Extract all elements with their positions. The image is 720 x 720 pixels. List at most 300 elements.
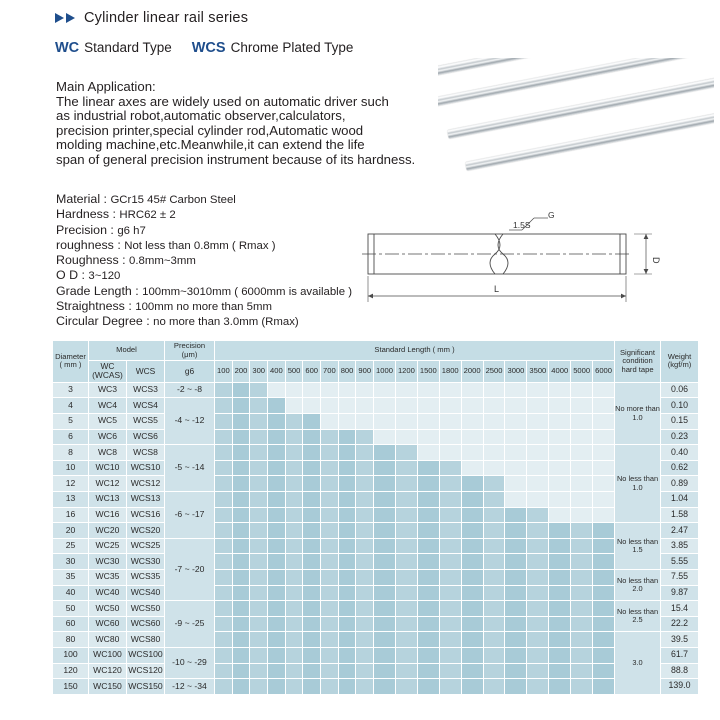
cell-length-1800 xyxy=(439,429,461,445)
page-header xyxy=(55,10,353,56)
type-legend-row xyxy=(55,40,353,56)
col-header-length-2000: 2000 xyxy=(461,361,483,383)
table-row xyxy=(53,476,699,492)
cell-weight: 3.85 xyxy=(661,538,699,554)
col-header-length-400: 400 xyxy=(268,361,286,383)
spec-separator: : xyxy=(146,314,150,329)
cell-length-900 xyxy=(356,632,374,648)
cell-model-wc: WC12 xyxy=(89,476,127,492)
cell-length-1500 xyxy=(417,429,439,445)
cell-length-700 xyxy=(321,507,339,523)
cell-length-2500 xyxy=(483,414,505,430)
cell-length-2000 xyxy=(461,507,483,523)
cell-length-100 xyxy=(215,632,233,648)
cell-length-500 xyxy=(285,523,303,539)
cell-length-200 xyxy=(232,679,250,695)
cell-length-2000 xyxy=(461,679,483,695)
cell-model-wc: WC20 xyxy=(89,523,127,539)
cell-length-800 xyxy=(338,585,356,601)
cell-length-1200 xyxy=(395,429,417,445)
spec-material xyxy=(56,192,352,207)
cell-length-1500 xyxy=(417,663,439,679)
cell-length-1500 xyxy=(417,554,439,570)
table-row xyxy=(53,616,699,632)
cell-length-200 xyxy=(232,616,250,632)
cell-length-500 xyxy=(285,398,303,414)
cell-length-600 xyxy=(303,382,321,398)
cell-length-500 xyxy=(285,554,303,570)
cell-length-300 xyxy=(250,616,268,632)
spec-value: 100mm no more than 5mm xyxy=(135,301,272,314)
cell-precision: -9 ~ -25 xyxy=(165,601,215,648)
cell-model-wc: WC60 xyxy=(89,616,127,632)
cell-length-5000 xyxy=(571,616,593,632)
cell-length-800 xyxy=(338,632,356,648)
cell-length-500 xyxy=(285,507,303,523)
cell-length-1000 xyxy=(374,523,396,539)
cell-weight: 0.15 xyxy=(661,414,699,430)
col-header-diameter-text: Diameter xyxy=(55,351,86,361)
cell-length-600 xyxy=(303,445,321,461)
cell-length-1800 xyxy=(439,523,461,539)
cell-length-2000 xyxy=(461,523,483,539)
cell-length-600 xyxy=(303,507,321,523)
cell-length-900 xyxy=(356,663,374,679)
table-row xyxy=(53,569,699,585)
cell-length-800 xyxy=(338,554,356,570)
cell-length-3000 xyxy=(505,414,527,430)
cell-length-5000 xyxy=(571,445,593,461)
cell-diameter: 25 xyxy=(53,538,89,554)
cell-diameter: 3 xyxy=(53,382,89,398)
cell-model-wcs: WCS10 xyxy=(127,460,165,476)
cell-length-5000 xyxy=(571,398,593,414)
main-application-line: The linear axes are widely used on automatic driver such xyxy=(56,93,389,109)
cell-length-3500 xyxy=(527,585,549,601)
col-header-model-wc-text: WC xyxy=(100,361,115,371)
cell-length-1500 xyxy=(417,616,439,632)
cell-length-2500 xyxy=(483,491,505,507)
cell-length-600 xyxy=(303,414,321,430)
cell-length-700 xyxy=(321,445,339,461)
cell-length-4000 xyxy=(549,616,571,632)
cell-precision: -7 ~ -20 xyxy=(165,538,215,600)
cell-length-900 xyxy=(356,616,374,632)
spec-roughness-upper xyxy=(56,253,352,268)
cell-diameter: 60 xyxy=(53,616,89,632)
cell-length-400 xyxy=(268,460,286,476)
cell-length-6000 xyxy=(593,460,615,476)
cell-length-900 xyxy=(356,679,374,695)
cell-length-1200 xyxy=(395,398,417,414)
cell-length-700 xyxy=(321,616,339,632)
cell-diameter: 8 xyxy=(53,445,89,461)
col-header-length-500: 500 xyxy=(285,361,303,383)
cell-length-800 xyxy=(338,382,356,398)
cell-length-1800 xyxy=(439,491,461,507)
cell-length-2000 xyxy=(461,429,483,445)
cell-diameter: 30 xyxy=(53,554,89,570)
spec-outer-diameter xyxy=(56,268,352,283)
cell-length-3500 xyxy=(527,679,549,695)
cell-length-2500 xyxy=(483,679,505,695)
col-header-model: Model xyxy=(89,341,165,361)
cell-length-4000 xyxy=(549,554,571,570)
cell-model-wc: WC6 xyxy=(89,429,127,445)
cell-length-3000 xyxy=(505,507,527,523)
cell-length-1200 xyxy=(395,523,417,539)
double-triangle-icon xyxy=(55,13,75,23)
cell-length-2500 xyxy=(483,507,505,523)
cell-length-400 xyxy=(268,538,286,554)
col-header-length-1000: 1000 xyxy=(374,361,396,383)
cell-length-5000 xyxy=(571,569,593,585)
specification-table xyxy=(52,340,699,695)
table-row xyxy=(53,647,699,663)
cell-length-1200 xyxy=(395,445,417,461)
cell-length-1800 xyxy=(439,663,461,679)
cell-length-800 xyxy=(338,679,356,695)
cell-length-1000 xyxy=(374,476,396,492)
cell-model-wcs: WCS5 xyxy=(127,414,165,430)
cell-length-3000 xyxy=(505,476,527,492)
cell-length-300 xyxy=(250,663,268,679)
cell-length-1500 xyxy=(417,445,439,461)
cell-length-1000 xyxy=(374,632,396,648)
cell-length-800 xyxy=(338,414,356,430)
cell-length-200 xyxy=(232,554,250,570)
cell-length-900 xyxy=(356,460,374,476)
cell-diameter: 16 xyxy=(53,507,89,523)
cell-length-5000 xyxy=(571,523,593,539)
cell-length-1800 xyxy=(439,476,461,492)
spec-label: O D xyxy=(56,268,79,283)
cell-length-2500 xyxy=(483,523,505,539)
cell-length-300 xyxy=(250,601,268,617)
cell-length-600 xyxy=(303,523,321,539)
cell-length-900 xyxy=(356,647,374,663)
cell-length-1800 xyxy=(439,679,461,695)
cell-length-200 xyxy=(232,538,250,554)
cell-length-2000 xyxy=(461,585,483,601)
cell-length-800 xyxy=(338,523,356,539)
cell-length-300 xyxy=(250,585,268,601)
cell-length-200 xyxy=(232,569,250,585)
cell-length-1200 xyxy=(395,569,417,585)
cell-length-500 xyxy=(285,663,303,679)
cell-length-2000 xyxy=(461,414,483,430)
cell-length-700 xyxy=(321,632,339,648)
cell-length-2000 xyxy=(461,601,483,617)
cell-significant-condition: No less than 1.0 xyxy=(615,445,661,523)
cell-length-6000 xyxy=(593,569,615,585)
cell-length-100 xyxy=(215,585,233,601)
cell-length-3500 xyxy=(527,429,549,445)
cell-length-4000 xyxy=(549,445,571,461)
cell-length-300 xyxy=(250,382,268,398)
cell-length-5000 xyxy=(571,538,593,554)
main-application-block xyxy=(56,80,476,168)
cell-length-1800 xyxy=(439,445,461,461)
cell-length-500 xyxy=(285,491,303,507)
col-header-standard-length: Standard Length ( mm ) xyxy=(215,341,615,361)
cell-length-2000 xyxy=(461,569,483,585)
cell-length-200 xyxy=(232,476,250,492)
cell-length-2500 xyxy=(483,445,505,461)
cell-length-1000 xyxy=(374,585,396,601)
cell-length-600 xyxy=(303,398,321,414)
cell-length-2000 xyxy=(461,616,483,632)
cell-length-600 xyxy=(303,476,321,492)
cell-length-1500 xyxy=(417,523,439,539)
cell-length-1500 xyxy=(417,569,439,585)
cell-diameter: 50 xyxy=(53,601,89,617)
cell-length-100 xyxy=(215,445,233,461)
table-row xyxy=(53,445,699,461)
col-header-length-300: 300 xyxy=(250,361,268,383)
col-header-length-1800: 1800 xyxy=(439,361,461,383)
cell-length-300 xyxy=(250,460,268,476)
cell-length-500 xyxy=(285,679,303,695)
cell-length-1000 xyxy=(374,414,396,430)
cell-length-400 xyxy=(268,663,286,679)
cell-length-1500 xyxy=(417,601,439,617)
cell-length-6000 xyxy=(593,601,615,617)
col-header-length-1200: 1200 xyxy=(395,361,417,383)
table-header xyxy=(53,341,699,383)
cell-length-2500 xyxy=(483,632,505,648)
cell-length-400 xyxy=(268,491,286,507)
cell-length-1800 xyxy=(439,398,461,414)
table-row xyxy=(53,632,699,648)
cell-weight: 0.06 xyxy=(661,382,699,398)
cell-length-100 xyxy=(215,523,233,539)
cell-length-100 xyxy=(215,429,233,445)
cell-length-1200 xyxy=(395,647,417,663)
cell-length-2000 xyxy=(461,445,483,461)
cell-weight: 15.4 xyxy=(661,601,699,617)
cell-length-3000 xyxy=(505,538,527,554)
cell-length-6000 xyxy=(593,445,615,461)
cell-diameter: 6 xyxy=(53,429,89,445)
cell-length-1800 xyxy=(439,414,461,430)
cell-length-400 xyxy=(268,569,286,585)
spec-value: Not less than 0.8mm ( Rmax ) xyxy=(124,239,276,252)
cell-length-400 xyxy=(268,554,286,570)
table-row xyxy=(53,601,699,617)
specification-list xyxy=(56,192,352,330)
cell-length-800 xyxy=(338,538,356,554)
cell-length-3500 xyxy=(527,569,549,585)
cell-length-4000 xyxy=(549,429,571,445)
cell-weight: 0.40 xyxy=(661,445,699,461)
cell-length-1200 xyxy=(395,679,417,695)
cell-length-1000 xyxy=(374,679,396,695)
cell-length-500 xyxy=(285,538,303,554)
cell-length-5000 xyxy=(571,507,593,523)
cell-model-wc: WC8 xyxy=(89,445,127,461)
main-application-line: precision printer,special cylinder rod,Automatic wood xyxy=(56,122,364,138)
cell-length-500 xyxy=(285,616,303,632)
cell-length-900 xyxy=(356,429,374,445)
cell-length-1000 xyxy=(374,382,396,398)
cell-length-4000 xyxy=(549,663,571,679)
cell-length-3000 xyxy=(505,663,527,679)
cell-length-400 xyxy=(268,398,286,414)
cell-length-400 xyxy=(268,429,286,445)
cell-length-300 xyxy=(250,491,268,507)
cell-length-700 xyxy=(321,414,339,430)
cell-length-200 xyxy=(232,585,250,601)
col-header-model-wcas-text: (WCAS) xyxy=(92,370,123,381)
cell-length-3500 xyxy=(527,460,549,476)
cell-length-3000 xyxy=(505,601,527,617)
cell-length-400 xyxy=(268,382,286,398)
cell-diameter: 40 xyxy=(53,585,89,601)
cell-length-3000 xyxy=(505,445,527,461)
cell-length-3000 xyxy=(505,429,527,445)
spec-grade-length xyxy=(56,284,352,299)
drawing-surface-finish-label: 1.5S xyxy=(513,220,531,230)
table-row xyxy=(53,554,699,570)
table-row xyxy=(53,679,699,695)
cell-length-200 xyxy=(232,632,250,648)
cell-weight: 0.10 xyxy=(661,398,699,414)
table-row xyxy=(53,414,699,430)
cell-length-1500 xyxy=(417,491,439,507)
main-application-line: molding machine,etc.Meanwhile,it can extend the life xyxy=(56,137,365,153)
cell-length-4000 xyxy=(549,414,571,430)
cell-length-900 xyxy=(356,523,374,539)
cell-diameter: 80 xyxy=(53,632,89,648)
col-header-length-2500: 2500 xyxy=(483,361,505,383)
cell-length-3500 xyxy=(527,445,549,461)
cell-length-800 xyxy=(338,460,356,476)
cell-length-700 xyxy=(321,429,339,445)
cell-length-1500 xyxy=(417,507,439,523)
cell-length-2500 xyxy=(483,460,505,476)
cell-diameter: 4 xyxy=(53,398,89,414)
cell-length-100 xyxy=(215,616,233,632)
cell-model-wc: WC4 xyxy=(89,398,127,414)
cell-length-3500 xyxy=(527,663,549,679)
cell-length-5000 xyxy=(571,554,593,570)
spec-precision xyxy=(56,223,352,238)
cell-length-100 xyxy=(215,382,233,398)
cell-length-200 xyxy=(232,523,250,539)
cell-diameter: 150 xyxy=(53,679,89,695)
table-row xyxy=(53,538,699,554)
spec-hardness xyxy=(56,207,352,222)
col-header-diameter-unit: ( mm ) xyxy=(59,360,82,370)
cell-weight: 2.47 xyxy=(661,523,699,539)
cell-length-6000 xyxy=(593,679,615,695)
cell-length-5000 xyxy=(571,663,593,679)
table-row xyxy=(53,585,699,601)
cell-length-200 xyxy=(232,414,250,430)
cell-length-5000 xyxy=(571,429,593,445)
cell-model-wcs: WCS30 xyxy=(127,554,165,570)
cell-length-600 xyxy=(303,632,321,648)
cell-length-3000 xyxy=(505,491,527,507)
cell-model-wcs: WCS16 xyxy=(127,507,165,523)
cell-length-4000 xyxy=(549,647,571,663)
cell-length-400 xyxy=(268,601,286,617)
cell-length-100 xyxy=(215,476,233,492)
cell-length-2500 xyxy=(483,554,505,570)
cell-diameter: 13 xyxy=(53,491,89,507)
spec-circular-degree xyxy=(56,314,352,329)
cell-length-900 xyxy=(356,601,374,617)
cell-model-wc: WC25 xyxy=(89,538,127,554)
cell-length-3000 xyxy=(505,647,527,663)
cell-length-3000 xyxy=(505,398,527,414)
cell-length-6000 xyxy=(593,632,615,648)
cell-length-1800 xyxy=(439,382,461,398)
main-application-line: span of general precision instrument because of its hardness. xyxy=(56,151,416,167)
type-label-wcs: Chrome Plated Type xyxy=(230,40,354,55)
cell-length-2500 xyxy=(483,382,505,398)
cell-length-3500 xyxy=(527,398,549,414)
main-application-line: as industrial robot,automatic observer,calculators, xyxy=(56,108,346,124)
cell-length-300 xyxy=(250,569,268,585)
cell-length-6000 xyxy=(593,414,615,430)
cell-length-3000 xyxy=(505,679,527,695)
cell-length-5000 xyxy=(571,601,593,617)
spec-separator: : xyxy=(81,268,85,283)
cell-length-2000 xyxy=(461,491,483,507)
cell-length-600 xyxy=(303,616,321,632)
table-row xyxy=(53,398,699,414)
cell-precision: -2 ~ -8 xyxy=(165,382,215,398)
cell-length-5000 xyxy=(571,460,593,476)
cell-length-1200 xyxy=(395,476,417,492)
type-code-wc: WC xyxy=(55,40,80,56)
cell-length-3500 xyxy=(527,476,549,492)
cell-model-wcs: WCS4 xyxy=(127,398,165,414)
table-row xyxy=(53,663,699,679)
cell-length-4000 xyxy=(549,569,571,585)
cell-length-1800 xyxy=(439,507,461,523)
cell-length-400 xyxy=(268,445,286,461)
cell-precision: -5 ~ -14 xyxy=(165,445,215,492)
cell-length-100 xyxy=(215,554,233,570)
cell-length-1800 xyxy=(439,585,461,601)
cell-length-1200 xyxy=(395,554,417,570)
cell-model-wc: WC80 xyxy=(89,632,127,648)
cell-length-3500 xyxy=(527,414,549,430)
cell-length-100 xyxy=(215,569,233,585)
cell-length-300 xyxy=(250,679,268,695)
col-header-weight-text: Weight xyxy=(667,351,692,361)
cell-model-wc: WC30 xyxy=(89,554,127,570)
cell-length-6000 xyxy=(593,585,615,601)
spec-roughness-lower xyxy=(56,238,352,253)
cell-length-200 xyxy=(232,663,250,679)
cell-significant-condition: No more than 1.0 xyxy=(615,382,661,444)
cell-model-wcs: WCS35 xyxy=(127,569,165,585)
cell-length-400 xyxy=(268,523,286,539)
cell-significant-condition: 3.0 xyxy=(615,632,661,694)
cell-length-3000 xyxy=(505,569,527,585)
cell-model-wcs: WCS3 xyxy=(127,382,165,398)
cell-model-wc: WC35 xyxy=(89,569,127,585)
cell-model-wcs: WCS100 xyxy=(127,647,165,663)
cell-length-4000 xyxy=(549,523,571,539)
col-header-model-wcs: WCS xyxy=(127,361,165,383)
cell-model-wc: WC16 xyxy=(89,507,127,523)
cell-length-1800 xyxy=(439,460,461,476)
